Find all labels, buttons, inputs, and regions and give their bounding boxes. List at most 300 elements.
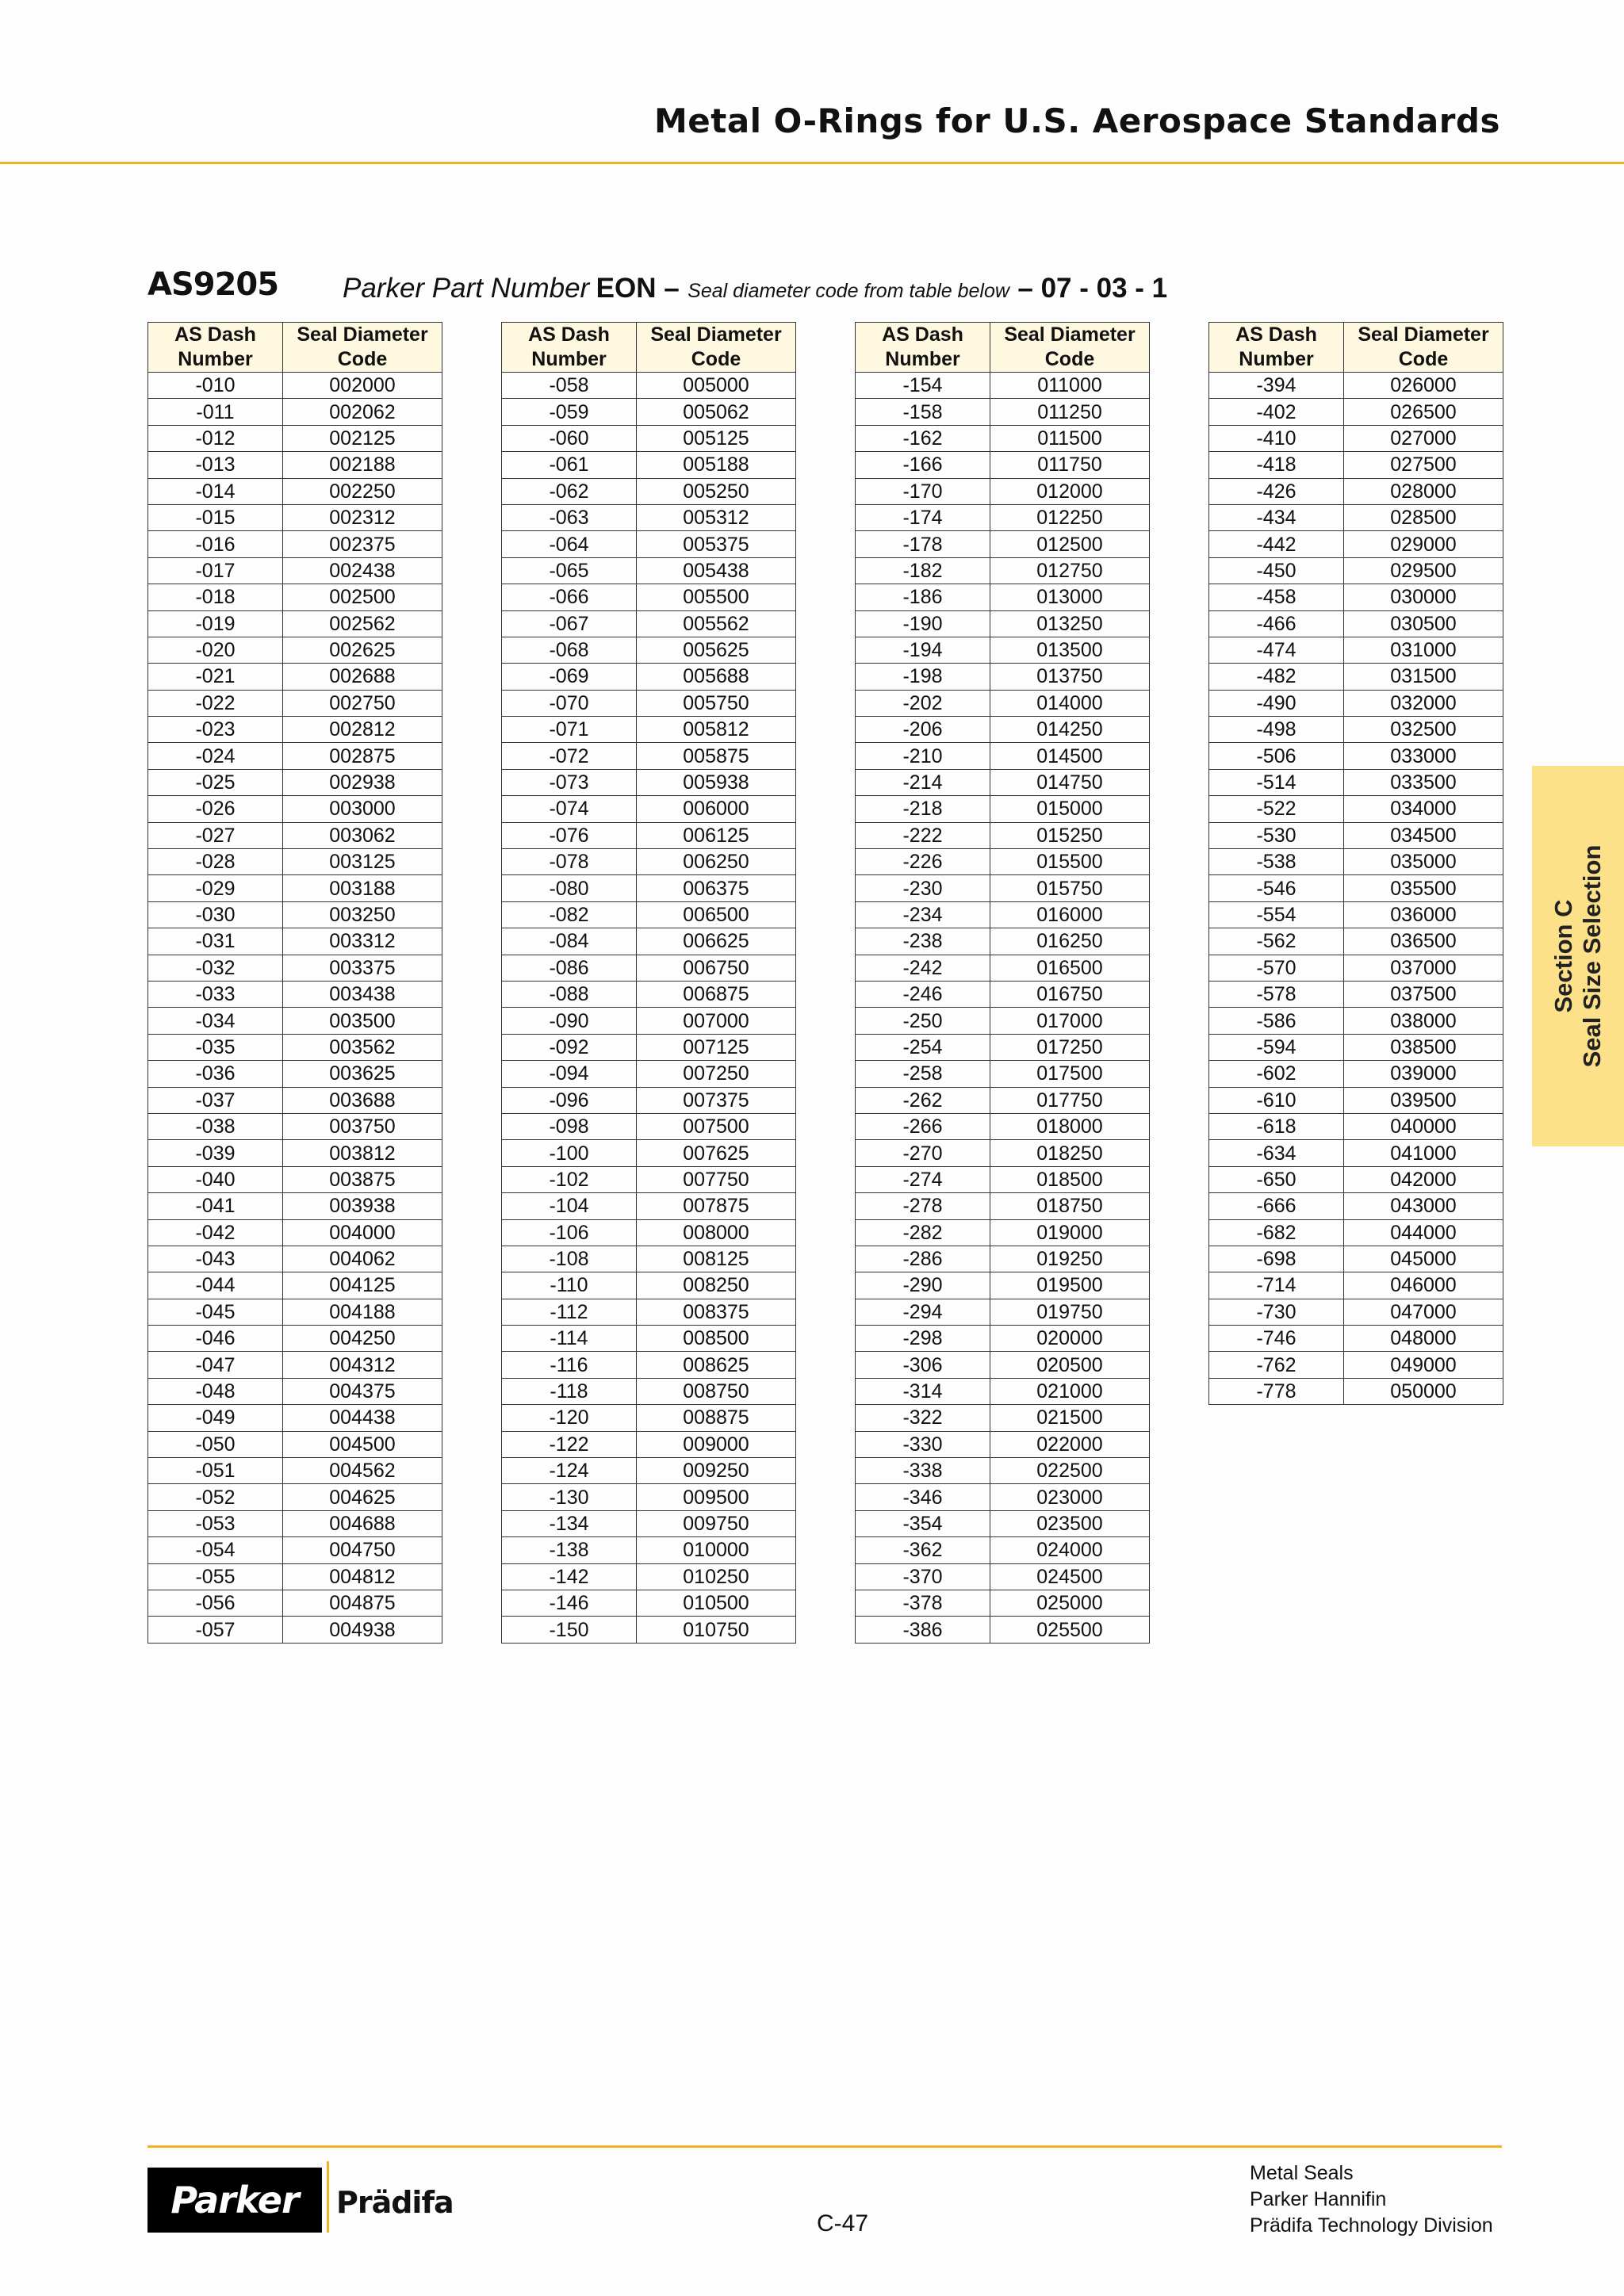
table-row bbox=[148, 901, 442, 928]
as-dash-number-cell: -198 bbox=[856, 664, 990, 690]
seal-diameter-code-cell: 007250 bbox=[637, 1061, 796, 1087]
as-dash-number-cell: -063 bbox=[502, 504, 637, 530]
seal-diameter-code-cell: 041000 bbox=[1344, 1140, 1503, 1166]
seal-diameter-code-cell: 036000 bbox=[1344, 901, 1503, 928]
as-dash-number-cell: -058 bbox=[502, 373, 637, 399]
header-seal-diameter-code: Seal Diameter Code bbox=[990, 323, 1150, 373]
table-row bbox=[502, 531, 796, 557]
seal-diameter-code-cell: 011500 bbox=[990, 425, 1150, 451]
table-row bbox=[856, 1246, 1150, 1272]
as-dash-number-cell: -021 bbox=[148, 664, 283, 690]
footer-info-line: Prädifa Technology Division bbox=[1250, 2214, 1493, 2237]
as-dash-number-cell: -246 bbox=[856, 981, 990, 1007]
table-row bbox=[856, 584, 1150, 610]
as-dash-number-cell: -035 bbox=[148, 1034, 283, 1060]
as-dash-number-cell: -038 bbox=[148, 1113, 283, 1139]
as-dash-number-cell: -514 bbox=[1209, 769, 1344, 795]
table-row bbox=[856, 1326, 1150, 1352]
seal-diameter-code-cell: 014750 bbox=[990, 769, 1150, 795]
table-row bbox=[1209, 1193, 1503, 1219]
seal-diameter-code-cell: 006125 bbox=[637, 822, 796, 848]
seal-diameter-code-cell: 003688 bbox=[283, 1087, 442, 1113]
table-row bbox=[1209, 664, 1503, 690]
seal-diameter-code-cell: 010500 bbox=[637, 1590, 796, 1616]
as-dash-number-cell: -066 bbox=[502, 584, 637, 610]
table-row bbox=[1209, 981, 1503, 1007]
as-dash-number-cell: -098 bbox=[502, 1113, 637, 1139]
as-dash-number-cell: -106 bbox=[502, 1219, 637, 1246]
as-dash-number-cell: -166 bbox=[856, 452, 990, 478]
table-row bbox=[148, 1140, 442, 1166]
seal-diameter-code-cell: 048000 bbox=[1344, 1326, 1503, 1352]
as-dash-number-cell: -666 bbox=[1209, 1193, 1344, 1219]
table-row bbox=[502, 1537, 796, 1563]
table-row bbox=[502, 557, 796, 584]
as-dash-number-cell: -072 bbox=[502, 743, 637, 769]
seal-diameter-code-cell: 002812 bbox=[283, 717, 442, 743]
table-row bbox=[856, 849, 1150, 875]
as-dash-number-cell: -033 bbox=[148, 981, 283, 1007]
seal-diameter-code-cell: 005438 bbox=[637, 557, 796, 584]
as-dash-number-cell: -466 bbox=[1209, 610, 1344, 637]
table-row bbox=[502, 478, 796, 504]
seal-diameter-code-cell: 009000 bbox=[637, 1431, 796, 1457]
table-row bbox=[148, 664, 442, 690]
section-tab bbox=[1532, 766, 1624, 1146]
seal-diameter-code-cell: 002062 bbox=[283, 399, 442, 425]
seal-diameter-code-cell: 033000 bbox=[1344, 743, 1503, 769]
table-row bbox=[148, 1484, 442, 1510]
as-dash-number-cell: -046 bbox=[148, 1326, 283, 1352]
table-row bbox=[502, 955, 796, 981]
as-dash-number-cell: -056 bbox=[148, 1590, 283, 1616]
table-row bbox=[148, 1193, 442, 1219]
as-dash-number-cell: -011 bbox=[148, 399, 283, 425]
table-row bbox=[502, 1193, 796, 1219]
as-dash-number-cell: -346 bbox=[856, 1484, 990, 1510]
as-dash-number-cell: -586 bbox=[1209, 1008, 1344, 1034]
as-dash-number-cell: -730 bbox=[1209, 1299, 1344, 1325]
seal-diameter-code-cell: 006625 bbox=[637, 928, 796, 955]
seal-diameter-code-cell: 016000 bbox=[990, 901, 1150, 928]
table-row bbox=[148, 637, 442, 663]
table-row bbox=[1209, 531, 1503, 557]
table-row bbox=[148, 717, 442, 743]
seal-diameter-code-cell: 002000 bbox=[283, 373, 442, 399]
seal-diameter-code-cell: 024500 bbox=[990, 1563, 1150, 1590]
as-dash-number-cell: -057 bbox=[148, 1617, 283, 1643]
seal-diameter-code-cell: 033500 bbox=[1344, 769, 1503, 795]
table-row bbox=[148, 610, 442, 637]
as-dash-number-cell: -080 bbox=[502, 875, 637, 901]
seal-diameter-code-cell: 013250 bbox=[990, 610, 1150, 637]
as-dash-number-cell: -190 bbox=[856, 610, 990, 637]
seal-diameter-code-cell: 030000 bbox=[1344, 584, 1503, 610]
as-dash-number-cell: -282 bbox=[856, 1219, 990, 1246]
seal-diameter-code-cell: 023500 bbox=[990, 1510, 1150, 1536]
as-dash-number-cell: -090 bbox=[502, 1008, 637, 1034]
seal-diameter-code-cell: 007000 bbox=[637, 1008, 796, 1034]
table-row bbox=[148, 1431, 442, 1457]
table-row bbox=[1209, 1299, 1503, 1325]
seal-diameter-code-cell: 018000 bbox=[990, 1113, 1150, 1139]
header-as-dash-number: AS Dash Number bbox=[148, 323, 283, 373]
seal-diameter-code-cell: 004312 bbox=[283, 1352, 442, 1378]
as-dash-number-cell: -234 bbox=[856, 901, 990, 928]
seal-diameter-code-cell: 028500 bbox=[1344, 504, 1503, 530]
table-row bbox=[856, 1458, 1150, 1484]
as-dash-number-cell: -442 bbox=[1209, 531, 1344, 557]
seal-diameter-code-cell: 006375 bbox=[637, 875, 796, 901]
seal-diameter-code-cell: 011250 bbox=[990, 399, 1150, 425]
table-row bbox=[148, 1537, 442, 1563]
table-row bbox=[1209, 901, 1503, 928]
as-dash-number-cell: -242 bbox=[856, 955, 990, 981]
as-dash-number-cell: -146 bbox=[502, 1590, 637, 1616]
table-row bbox=[148, 1061, 442, 1087]
size-table-1 bbox=[147, 322, 442, 1644]
as-dash-number-cell: -027 bbox=[148, 822, 283, 848]
as-dash-number-cell: -714 bbox=[1209, 1272, 1344, 1299]
table-row bbox=[502, 1378, 796, 1404]
seal-diameter-code-cell: 011000 bbox=[990, 373, 1150, 399]
seal-diameter-code-cell: 005500 bbox=[637, 584, 796, 610]
table-row bbox=[1209, 1008, 1503, 1034]
seal-diameter-code-cell: 008500 bbox=[637, 1326, 796, 1352]
as-dash-number-cell: -014 bbox=[148, 478, 283, 504]
seal-diameter-code-cell: 035500 bbox=[1344, 875, 1503, 901]
table-row bbox=[1209, 849, 1503, 875]
seal-diameter-code-cell: 018750 bbox=[990, 1193, 1150, 1219]
table-row bbox=[856, 1590, 1150, 1616]
table-row bbox=[148, 981, 442, 1007]
as-dash-number-cell: -698 bbox=[1209, 1246, 1344, 1272]
seal-diameter-code-cell: 047000 bbox=[1344, 1299, 1503, 1325]
table-row bbox=[856, 717, 1150, 743]
seal-diameter-code-cell: 046000 bbox=[1344, 1272, 1503, 1299]
seal-diameter-code-cell: 004000 bbox=[283, 1219, 442, 1246]
seal-diameter-code-cell: 003312 bbox=[283, 928, 442, 955]
table-row bbox=[502, 504, 796, 530]
seal-diameter-code-cell: 022000 bbox=[990, 1431, 1150, 1457]
seal-diameter-code-cell: 038000 bbox=[1344, 1008, 1503, 1034]
as-dash-number-cell: -294 bbox=[856, 1299, 990, 1325]
parker-logo-text: Parker bbox=[170, 2179, 299, 2221]
as-dash-number-cell: -082 bbox=[502, 901, 637, 928]
seal-diameter-code-cell: 002250 bbox=[283, 478, 442, 504]
seal-diameter-code-cell: 003938 bbox=[283, 1193, 442, 1219]
table-row bbox=[1209, 1378, 1503, 1404]
seal-diameter-code-cell: 005250 bbox=[637, 478, 796, 504]
as-dash-number-cell: -029 bbox=[148, 875, 283, 901]
table-row bbox=[148, 955, 442, 981]
as-dash-number-cell: -053 bbox=[148, 1510, 283, 1536]
seal-diameter-code-cell: 004750 bbox=[283, 1537, 442, 1563]
as-dash-number-cell: -039 bbox=[148, 1140, 283, 1166]
table-row bbox=[502, 1219, 796, 1246]
table-row bbox=[1209, 637, 1503, 663]
table-row bbox=[148, 1113, 442, 1139]
section-tab-line-2: Seal Size Selection bbox=[1578, 844, 1606, 1068]
page-number: C-47 bbox=[817, 2210, 869, 2237]
footer-info-line: Metal Seals bbox=[1250, 2162, 1354, 2184]
as-dash-number-cell: -060 bbox=[502, 425, 637, 451]
seal-diameter-code-cell: 004812 bbox=[283, 1563, 442, 1590]
table-row bbox=[856, 955, 1150, 981]
as-dash-number-cell: -362 bbox=[856, 1537, 990, 1563]
as-dash-number-cell: -178 bbox=[856, 531, 990, 557]
as-dash-number-cell: -222 bbox=[856, 822, 990, 848]
as-dash-number-cell: -049 bbox=[148, 1405, 283, 1431]
table-row bbox=[148, 373, 442, 399]
seal-diameter-code-cell: 007500 bbox=[637, 1113, 796, 1139]
as-dash-number-cell: -037 bbox=[148, 1087, 283, 1113]
table-row bbox=[502, 425, 796, 451]
as-dash-number-cell: -104 bbox=[502, 1193, 637, 1219]
seal-diameter-code-cell: 039000 bbox=[1344, 1061, 1503, 1087]
as-dash-number-cell: -092 bbox=[502, 1034, 637, 1060]
seal-diameter-code-cell: 038500 bbox=[1344, 1034, 1503, 1060]
seal-diameter-code-cell: 044000 bbox=[1344, 1219, 1503, 1246]
seal-diameter-code-cell: 003062 bbox=[283, 822, 442, 848]
seal-diameter-code-cell: 019500 bbox=[990, 1272, 1150, 1299]
seal-diameter-code-cell: 002625 bbox=[283, 637, 442, 663]
table-row bbox=[502, 1405, 796, 1431]
as-dash-number-cell: -078 bbox=[502, 849, 637, 875]
as-dash-number-cell: -162 bbox=[856, 425, 990, 451]
table-row bbox=[502, 1431, 796, 1457]
seal-diameter-code-cell: 037500 bbox=[1344, 981, 1503, 1007]
seal-diameter-code-cell: 010750 bbox=[637, 1617, 796, 1643]
table-row bbox=[1209, 478, 1503, 504]
as-dash-number-cell: -522 bbox=[1209, 796, 1344, 822]
table-row bbox=[148, 452, 442, 478]
part-number-label: Parker Part Number bbox=[343, 273, 590, 304]
as-dash-number-cell: -402 bbox=[1209, 399, 1344, 425]
as-dash-number-cell: -055 bbox=[148, 1563, 283, 1590]
as-dash-number-cell: -024 bbox=[148, 743, 283, 769]
header-as-dash-number: AS Dash Number bbox=[1209, 323, 1344, 373]
seal-diameter-code-cell: 005125 bbox=[637, 425, 796, 451]
seal-diameter-code-cell: 015250 bbox=[990, 822, 1150, 848]
as-dash-number-cell: -064 bbox=[502, 531, 637, 557]
as-dash-number-cell: -238 bbox=[856, 928, 990, 955]
table-row bbox=[856, 1061, 1150, 1087]
as-dash-number-cell: -194 bbox=[856, 637, 990, 663]
table-row bbox=[856, 1510, 1150, 1536]
logo-divider bbox=[327, 2161, 329, 2233]
as-dash-number-cell: -022 bbox=[148, 690, 283, 716]
table-row bbox=[148, 1272, 442, 1299]
section-tab-label bbox=[1549, 845, 1607, 1068]
as-dash-number-cell: -030 bbox=[148, 901, 283, 928]
table-row bbox=[502, 1510, 796, 1536]
as-dash-number-cell: -065 bbox=[502, 557, 637, 584]
as-dash-number-cell: -102 bbox=[502, 1166, 637, 1192]
as-dash-number-cell: -290 bbox=[856, 1272, 990, 1299]
table-row bbox=[856, 1563, 1150, 1590]
footer-info-line: Parker Hannifin bbox=[1250, 2188, 1387, 2210]
as-dash-number-cell: -086 bbox=[502, 955, 637, 981]
seal-diameter-code-cell: 005625 bbox=[637, 637, 796, 663]
seal-diameter-code-cell: 012500 bbox=[990, 531, 1150, 557]
as-dash-number-cell: -210 bbox=[856, 743, 990, 769]
as-dash-number-cell: -594 bbox=[1209, 1034, 1344, 1060]
table-row bbox=[1209, 1140, 1503, 1166]
table-row bbox=[502, 1458, 796, 1484]
seal-diameter-code-cell: 004500 bbox=[283, 1431, 442, 1457]
as-dash-number-cell: -031 bbox=[148, 928, 283, 955]
as-dash-number-cell: -650 bbox=[1209, 1166, 1344, 1192]
seal-diameter-code-cell: 026500 bbox=[1344, 399, 1503, 425]
seal-diameter-code-cell: 004125 bbox=[283, 1272, 442, 1299]
table-row bbox=[1209, 1326, 1503, 1352]
as-dash-number-cell: -116 bbox=[502, 1352, 637, 1378]
table-row bbox=[856, 1617, 1150, 1643]
table-row bbox=[148, 875, 442, 901]
as-dash-number-cell: -062 bbox=[502, 478, 637, 504]
table-row bbox=[1209, 690, 1503, 716]
table-row bbox=[1209, 875, 1503, 901]
seal-diameter-code-cell: 002375 bbox=[283, 531, 442, 557]
table-row bbox=[856, 373, 1150, 399]
seal-diameter-code-cell: 002312 bbox=[283, 504, 442, 530]
as-dash-number-cell: -042 bbox=[148, 1219, 283, 1246]
seal-diameter-code-cell: 007125 bbox=[637, 1034, 796, 1060]
seal-diameter-code-cell: 004688 bbox=[283, 1510, 442, 1536]
table-row bbox=[502, 1140, 796, 1166]
as-dash-number-cell: -354 bbox=[856, 1510, 990, 1536]
seal-diameter-code-cell: 050000 bbox=[1344, 1378, 1503, 1404]
table-row bbox=[856, 452, 1150, 478]
table-row bbox=[148, 1246, 442, 1272]
as-dash-number-cell: -034 bbox=[148, 1008, 283, 1034]
seal-diameter-code-cell: 015500 bbox=[990, 849, 1150, 875]
seal-diameter-code-cell: 013000 bbox=[990, 584, 1150, 610]
table-row bbox=[502, 1563, 796, 1590]
header-seal-diameter-code: Seal Diameter Code bbox=[637, 323, 796, 373]
as-dash-number-cell: -174 bbox=[856, 504, 990, 530]
standard-code: AS9205 bbox=[147, 266, 279, 303]
size-table-4 bbox=[1208, 322, 1503, 1405]
as-dash-number-cell: -230 bbox=[856, 875, 990, 901]
size-table-2 bbox=[501, 322, 796, 1644]
seal-diameter-code-cell: 010000 bbox=[637, 1537, 796, 1563]
as-dash-number-cell: -458 bbox=[1209, 584, 1344, 610]
seal-diameter-code-cell: 006250 bbox=[637, 849, 796, 875]
table-row bbox=[1209, 822, 1503, 848]
seal-diameter-code-cell: 007625 bbox=[637, 1140, 796, 1166]
as-dash-number-cell: -134 bbox=[502, 1510, 637, 1536]
table-row bbox=[148, 478, 442, 504]
table-row bbox=[856, 1537, 1150, 1563]
seal-diameter-code-cell: 040000 bbox=[1344, 1113, 1503, 1139]
as-dash-number-cell: -570 bbox=[1209, 955, 1344, 981]
table-row bbox=[502, 1034, 796, 1060]
as-dash-number-cell: -370 bbox=[856, 1563, 990, 1590]
seal-diameter-code-cell: 007375 bbox=[637, 1087, 796, 1113]
as-dash-number-cell: -386 bbox=[856, 1617, 990, 1643]
seal-diameter-code-cell: 003562 bbox=[283, 1034, 442, 1060]
seal-diameter-code-cell: 020000 bbox=[990, 1326, 1150, 1352]
seal-diameter-code-cell: 005375 bbox=[637, 531, 796, 557]
seal-diameter-code-cell: 005312 bbox=[637, 504, 796, 530]
as-dash-number-cell: -154 bbox=[856, 373, 990, 399]
as-dash-number-cell: -434 bbox=[1209, 504, 1344, 530]
seal-diameter-code-cell: 002562 bbox=[283, 610, 442, 637]
seal-diameter-code-cell: 005062 bbox=[637, 399, 796, 425]
seal-diameter-code-cell: 011750 bbox=[990, 452, 1150, 478]
seal-diameter-code-cell: 004938 bbox=[283, 1617, 442, 1643]
table-row bbox=[148, 1352, 442, 1378]
table-row bbox=[148, 1166, 442, 1192]
seal-diameter-code-cell: 019750 bbox=[990, 1299, 1150, 1325]
as-dash-number-cell: -226 bbox=[856, 849, 990, 875]
seal-diameter-code-cell: 005875 bbox=[637, 743, 796, 769]
table-row bbox=[1209, 399, 1503, 425]
seal-diameter-code-cell: 016250 bbox=[990, 928, 1150, 955]
table-row bbox=[502, 399, 796, 425]
table-row bbox=[1209, 504, 1503, 530]
seal-diameter-code-cell: 002500 bbox=[283, 584, 442, 610]
seal-diameter-code-cell: 007875 bbox=[637, 1193, 796, 1219]
table-row bbox=[148, 1299, 442, 1325]
as-dash-number-cell: -047 bbox=[148, 1352, 283, 1378]
as-dash-number-cell: -410 bbox=[1209, 425, 1344, 451]
as-dash-number-cell: -578 bbox=[1209, 981, 1344, 1007]
as-dash-number-cell: -050 bbox=[148, 1431, 283, 1457]
as-dash-number-cell: -025 bbox=[148, 769, 283, 795]
table-row bbox=[502, 1590, 796, 1616]
as-dash-number-cell: -506 bbox=[1209, 743, 1344, 769]
as-dash-number-cell: -610 bbox=[1209, 1087, 1344, 1113]
as-dash-number-cell: -270 bbox=[856, 1140, 990, 1166]
as-dash-number-cell: -278 bbox=[856, 1193, 990, 1219]
table-row bbox=[502, 1061, 796, 1087]
table-row bbox=[148, 504, 442, 530]
seal-diameter-code-cell: 015000 bbox=[990, 796, 1150, 822]
as-dash-number-cell: -182 bbox=[856, 557, 990, 584]
as-dash-number-cell: -070 bbox=[502, 690, 637, 716]
seal-diameter-code-cell: 005188 bbox=[637, 452, 796, 478]
as-dash-number-cell: -052 bbox=[148, 1484, 283, 1510]
as-dash-number-cell: -096 bbox=[502, 1087, 637, 1113]
header-seal-diameter-code: Seal Diameter Code bbox=[283, 323, 442, 373]
seal-diameter-code-cell: 004250 bbox=[283, 1326, 442, 1352]
as-dash-number-cell: -068 bbox=[502, 637, 637, 663]
seal-diameter-code-cell: 014500 bbox=[990, 743, 1150, 769]
as-dash-number-cell: -618 bbox=[1209, 1113, 1344, 1139]
table-row bbox=[502, 1087, 796, 1113]
table-row bbox=[1209, 1061, 1503, 1087]
table-row bbox=[148, 796, 442, 822]
as-dash-number-cell: -394 bbox=[1209, 373, 1344, 399]
as-dash-number-cell: -450 bbox=[1209, 557, 1344, 584]
seal-diameter-code-cell: 006875 bbox=[637, 981, 796, 1007]
seal-diameter-code-cell: 002125 bbox=[283, 425, 442, 451]
seal-diameter-code-cell: 035000 bbox=[1344, 849, 1503, 875]
as-dash-number-cell: -474 bbox=[1209, 637, 1344, 663]
table-row bbox=[1209, 1219, 1503, 1246]
table-row bbox=[856, 1034, 1150, 1060]
seal-diameter-code-cell: 002688 bbox=[283, 664, 442, 690]
seal-diameter-code-cell: 026000 bbox=[1344, 373, 1503, 399]
as-dash-number-cell: -634 bbox=[1209, 1140, 1344, 1166]
seal-diameter-code-cell: 003625 bbox=[283, 1061, 442, 1087]
seal-diameter-code-cell: 029500 bbox=[1344, 557, 1503, 584]
header-rule bbox=[0, 162, 1624, 164]
as-dash-number-cell: -110 bbox=[502, 1272, 637, 1299]
